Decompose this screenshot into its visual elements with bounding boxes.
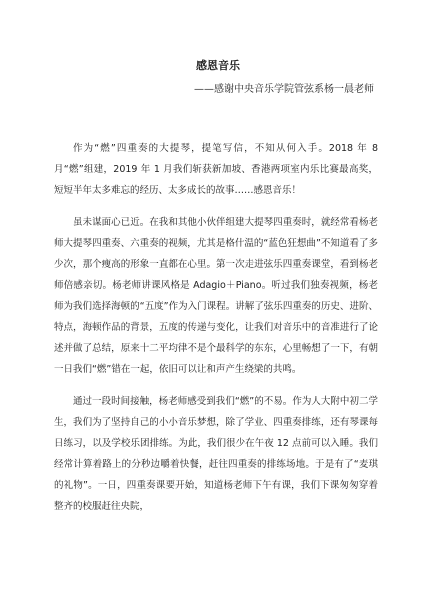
paragraph: 作为“燃”四重奏的大提琴，提笔写信，不知从何入手。2018 年 8 月“燃”组建，2019 年 1 月我们斩获新加坡、香港两项室内乐比赛最高奖，短短半年太多难忘的经历、太多成长的故事……感恩音乐！	[54, 143, 378, 196]
paragraph: 通过一段时间接触，杨老师感受到我们“燃”的不易。作为人大附中初二学生，我们为了坚持自己的小小音乐梦想，除了学业、四重奏排练，还有琴课每日练习，以及学校乐团排练。为此，我们很少在午夜 12 点前可以入睡。我们经常计算着路上的分秒边嚼着快餐，赶往四重奏的排练场地。于是有了“麦琪的礼物”。一日，四重奏课要开始，知道杨老师下午有课，我们下课匆匆穿着整齐的校服赶往央院，	[54, 396, 378, 512]
paragraph: 虽未谋面心已近。在我和其他小伙伴组建大提琴四重奏时，就经常看杨老师大提琴四重奏、六重奏的视频，尤其是格什温的“蓝色狂想曲”不知道看了多少次，那个瘦高的形象一直都在心里。第一次走进弦乐四重奏课堂，看到杨老师倍感亲切。杨老师讲课风格是 Adagio＋Piano。听过我们独奏视频，杨老师为我们选择海顿的“五度”作为入门课程。讲解了弦乐四重奏的历史、进阶、特点，海顿作品的背景，五度的传递与变化，让我们对音乐中的音准进行了论述并做了总结，原来十二平均律不是个最科学的东东，心里畅想了一下，有朝一日我们“燃”错在一起，依旧可以让和声产生绕梁的共鸣。	[54, 217, 378, 375]
document-subtitle: ——感谢中央音乐学院管弦系杨一晨老师	[194, 84, 374, 95]
document-body	[54, 138, 378, 517]
document-title: 感恩音乐	[196, 59, 240, 72]
